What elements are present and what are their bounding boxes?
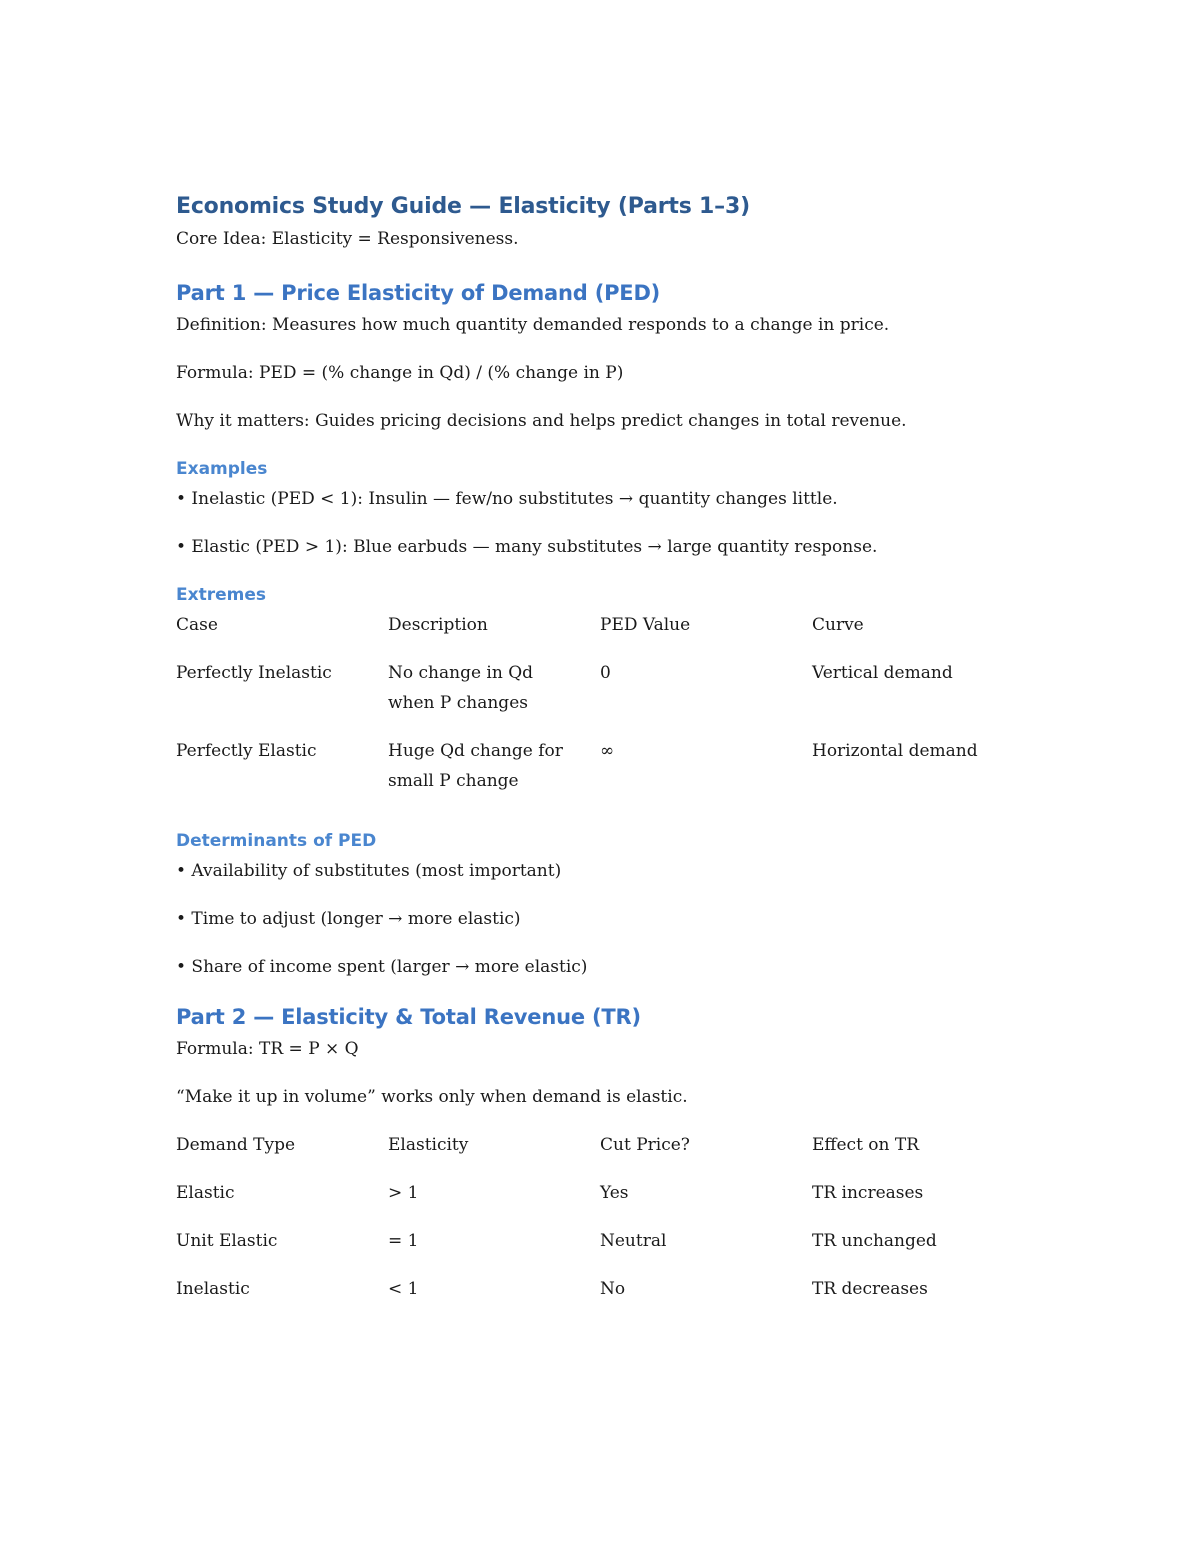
cell-curve: Vertical demand bbox=[812, 663, 953, 683]
header-curve: Curve bbox=[812, 615, 864, 635]
part1-definition: Definition: Measures how much quantity demanded responds to a change in price. bbox=[176, 315, 890, 335]
header-ped-value: PED Value bbox=[600, 615, 691, 635]
example-elastic: • Elastic (PED > 1): Blue earbuds — many substitutes → large quantity response. bbox=[176, 537, 878, 557]
part1-why: Why it matters: Guides pricing decisions and helps predict changes in total revenue. bbox=[176, 411, 907, 431]
table-row bbox=[176, 1178, 1036, 1208]
part1-heading: Part 1 — Price Elasticity of Demand (PED) bbox=[176, 281, 661, 305]
cell-cut-price: No bbox=[600, 1279, 626, 1299]
header-cut-price: Cut Price? bbox=[600, 1135, 690, 1155]
cell-cut-price: Neutral bbox=[600, 1231, 667, 1251]
cell-effect-on-tr: TR decreases bbox=[812, 1279, 928, 1299]
extremes-heading: Extremes bbox=[176, 585, 266, 605]
part2-volume-note: “Make it up in volume” works only when demand is elastic. bbox=[176, 1087, 688, 1107]
table-header-row bbox=[176, 610, 1036, 640]
header-demand-type: Demand Type bbox=[176, 1135, 296, 1155]
part1-formula: Formula: PED = (% change in Qd) / (% change in P) bbox=[176, 363, 624, 383]
table-row bbox=[176, 658, 1036, 718]
header-elasticity: Elasticity bbox=[388, 1135, 469, 1155]
document-title: Economics Study Guide — Elasticity (Parts 1–3) bbox=[176, 194, 750, 219]
cell-case: Perfectly Inelastic bbox=[176, 663, 332, 683]
determinant-item: • Share of income spent (larger → more elastic) bbox=[176, 957, 588, 977]
document-page bbox=[176, 190, 1036, 1304]
cell-demand-type: Elastic bbox=[176, 1183, 235, 1203]
table-row bbox=[176, 736, 1036, 796]
cell-demand-type: Inelastic bbox=[176, 1279, 250, 1299]
determinants-heading: Determinants of PED bbox=[176, 831, 377, 851]
header-effect-on-tr: Effect on TR bbox=[812, 1135, 920, 1155]
revenue-table bbox=[176, 1130, 1036, 1304]
core-idea: Core Idea: Elasticity = Responsiveness. bbox=[176, 229, 519, 249]
determinant-item: • Time to adjust (longer → more elastic) bbox=[176, 909, 521, 929]
cell-demand-type: Unit Elastic bbox=[176, 1231, 278, 1251]
table-row bbox=[176, 1274, 1036, 1304]
determinant-item: • Availability of substitutes (most important) bbox=[176, 861, 562, 881]
cell-curve: Horizontal demand bbox=[812, 741, 978, 761]
cell-elasticity: < 1 bbox=[388, 1279, 419, 1299]
cell-elasticity: > 1 bbox=[388, 1183, 419, 1203]
header-case: Case bbox=[176, 615, 218, 635]
part2-heading: Part 2 — Elasticity & Total Revenue (TR) bbox=[176, 1005, 641, 1029]
cell-ped-value: ∞ bbox=[600, 741, 615, 761]
cell-cut-price: Yes bbox=[600, 1183, 629, 1203]
cell-case: Perfectly Elastic bbox=[176, 741, 317, 761]
cell-description: No change in Qd when P changes bbox=[388, 663, 534, 713]
cell-description: Huge Qd change for small P change bbox=[388, 741, 563, 791]
cell-ped-value: 0 bbox=[600, 663, 611, 683]
table-row bbox=[176, 1226, 1036, 1256]
header-description: Description bbox=[388, 615, 488, 635]
cell-elasticity: = 1 bbox=[388, 1231, 419, 1251]
cell-effect-on-tr: TR unchanged bbox=[812, 1231, 937, 1251]
examples-heading: Examples bbox=[176, 459, 268, 479]
part2-formula: Formula: TR = P × Q bbox=[176, 1039, 359, 1059]
extremes-table bbox=[176, 610, 1036, 796]
table-header-row bbox=[176, 1130, 1036, 1160]
cell-effect-on-tr: TR increases bbox=[812, 1183, 924, 1203]
example-inelastic: • Inelastic (PED < 1): Insulin — few/no substitutes → quantity changes little. bbox=[176, 489, 838, 509]
